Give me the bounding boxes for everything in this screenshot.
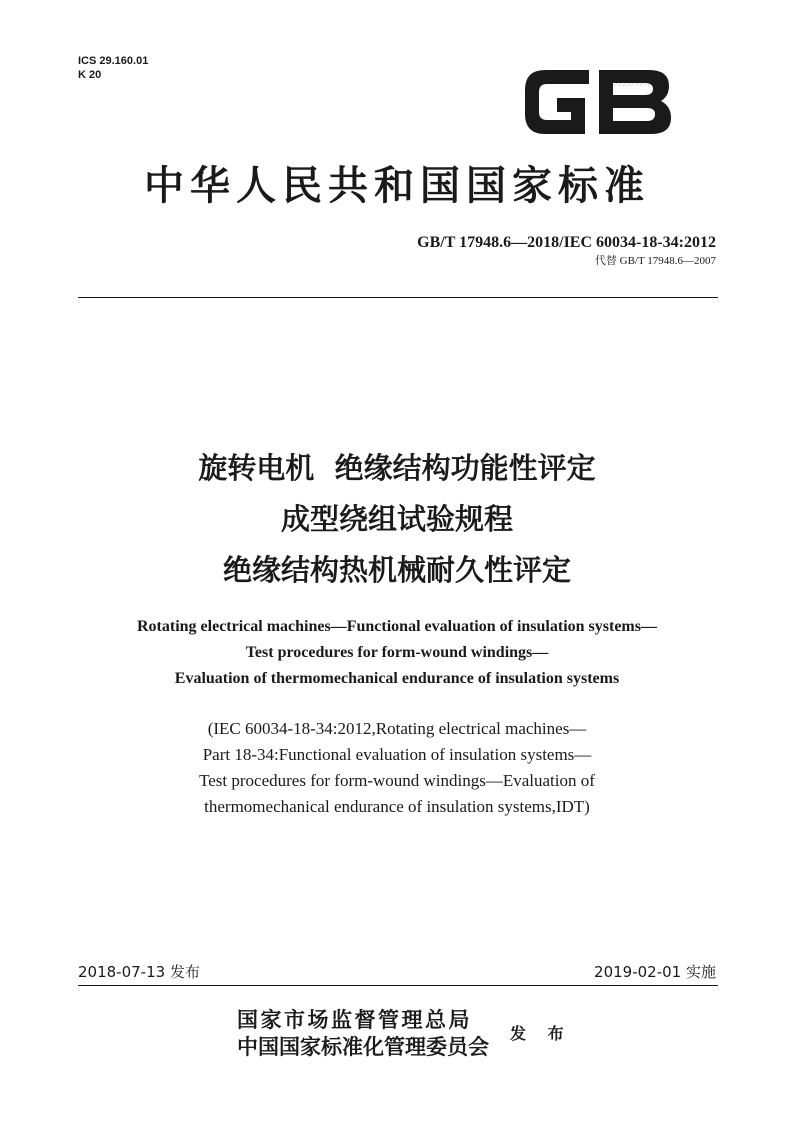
standard-number: GB/T 17948.6—2018/IEC 60034-18-34:2012 [417,234,716,251]
iec-equivalence-note [60,716,734,820]
chinese-title-line: 旋转电机 绝缘结构功能性评定 [198,451,596,485]
ics-code: ICS 29.160.01 [78,55,149,67]
iec-note-line: thermomechanical endurance of insulation systems,IDT) [204,797,590,816]
release-date: 2018-07-13 发布 [78,963,200,981]
issuing-authorities [237,1007,489,1061]
gb-logo [519,62,676,142]
iec-note-line: Test procedures for form-wound windings—Evaluation of [199,771,595,790]
english-title-line: Rotating electrical machines—Functional evaluation of insulation systems— [137,618,657,635]
english-title-line: Evaluation of thermomechanical endurance of insulation systems [174,670,620,687]
iec-note-line: (IEC 60034-18-34:2012,Rotating electrical machines— [207,719,587,738]
english-title [60,614,734,692]
iec-note-line: Part 18-34:Functional evaluation of insulation systems— [202,745,592,764]
chinese-title-line: 绝缘结构热机械耐久性评定 [222,553,571,587]
replaces-standard: 代替 GB/T 17948.6—2007 [594,255,716,267]
publish-label: 发 布 [510,1024,572,1043]
chinese-title-line: 成型绕组试验规程 [280,502,513,536]
bottom-divider [78,985,718,986]
classification-codes [78,54,148,82]
chinese-title [60,443,734,596]
ccs-code: K 20 [78,69,102,81]
issuer-line: 中国国家标准化管理委员会 [237,1035,489,1059]
top-divider [78,297,718,298]
main-title: 中华人民共和国国家标准 [144,162,650,209]
gb-logo-graphic [519,62,676,142]
english-title-line: Test procedures for form-wound windings— [245,644,549,661]
issuer-line: 国家市场监督管理总局 [237,1008,472,1032]
implementation-date: 2019-02-01 实施 [594,963,716,981]
